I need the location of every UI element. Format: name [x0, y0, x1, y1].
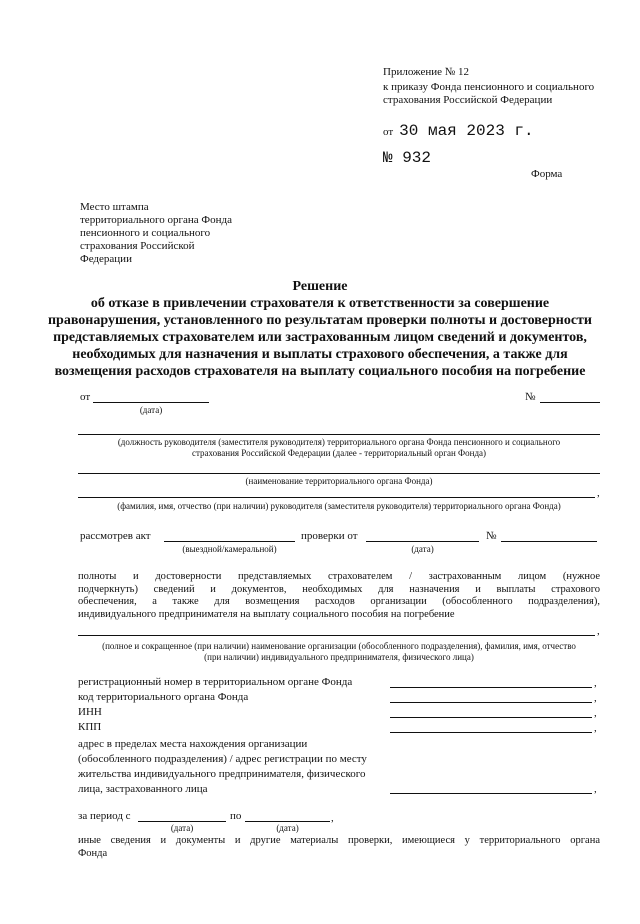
- check-number-field[interactable]: [501, 541, 597, 542]
- stamp-line: Федерации: [80, 253, 132, 265]
- inn-label: ИНН: [78, 706, 102, 718]
- reviewed-act-label: рассмотрев акт: [80, 530, 151, 542]
- address-label: [78, 737, 367, 797]
- comma: ,: [594, 783, 597, 795]
- comma: ,: [594, 677, 597, 689]
- caption-line: (должность руководителя (заместителя руководителя) территориального органа Фонда пенсионного и социального: [117, 437, 561, 447]
- paragraph-line: подчеркнуть) сведений и документов, необходимых для назначения и выплаты страхового: [78, 583, 600, 595]
- office-name-caption: (наименование территориального органа Фонда): [245, 476, 433, 486]
- period-to-field[interactable]: [245, 821, 330, 822]
- decision-number-label: №: [525, 391, 536, 403]
- check-number-label: №: [486, 530, 497, 542]
- head-fio-field[interactable]: [78, 497, 595, 498]
- head-position-caption: [78, 437, 600, 459]
- insured-name-field[interactable]: [78, 635, 595, 636]
- period-label: за период с: [78, 810, 131, 822]
- stamp-line: Место штампа: [80, 201, 149, 213]
- comma: ,: [594, 707, 597, 719]
- check-type-caption: (выездной/камеральной): [182, 544, 277, 554]
- comma: ,: [594, 722, 597, 734]
- comma: ,: [597, 625, 600, 637]
- appendix-line-3: страхования Российской Федерации: [383, 94, 553, 106]
- check-type-field[interactable]: [164, 541, 295, 542]
- decision-date-caption: (дата): [139, 405, 163, 415]
- order-number: № 932: [383, 149, 432, 167]
- comma: ,: [331, 812, 334, 824]
- reg-number-field[interactable]: [390, 687, 592, 688]
- title-line: правонарушения, установленного по результатам проверки полноты и достоверности: [47, 313, 593, 328]
- head-fio-caption: (фамилия, имя, отчество (при наличии) руководителя (заместителя руководителя) территориального органа Фонда): [117, 501, 561, 511]
- document-title: [40, 278, 600, 380]
- insured-name-caption: [78, 641, 600, 663]
- other-info-line: Фонда: [78, 847, 108, 859]
- inn-field[interactable]: [390, 717, 592, 718]
- caption-line: (при наличии) индивидуального предпринимателя, физического лица): [204, 652, 474, 662]
- decision-from-label: от: [80, 391, 91, 403]
- office-code-label: код территориального органа Фонда: [78, 691, 249, 703]
- check-date-field[interactable]: [366, 541, 479, 542]
- address-line: (обособленного подразделения) / адрес регистрации по месту: [78, 753, 367, 765]
- stamp-line: страхования Российской: [80, 240, 195, 252]
- order-date-value: 30 мая 2023 г.: [399, 122, 534, 140]
- form-label: Форма: [531, 168, 563, 180]
- title-line: представляемых страхователем или застрахованным лицом сведений и документов,: [53, 330, 587, 345]
- check-date-caption: (дата): [411, 544, 434, 554]
- title-line: возмещения расходов страхователя на выплату социального пособия на погребение: [54, 364, 586, 379]
- office-code-field[interactable]: [390, 702, 592, 703]
- kpp-field[interactable]: [390, 732, 592, 733]
- address-line: лица, застрахованного лица: [78, 783, 208, 795]
- paragraph-line: полноты и достоверности представляемых страхователем / застрахованным лицом (нужное: [78, 571, 600, 582]
- order-date: [383, 122, 534, 140]
- check-from-label: проверки от: [301, 530, 358, 542]
- paragraph-line: индивидуального предпринимателя на выплату социального пособия на погребение: [78, 608, 455, 620]
- title-line: необходимых для назначения и выплаты страхового обеспечения, а также для: [72, 347, 568, 362]
- stamp-line: пенсионного и социального: [80, 227, 211, 239]
- period-to-label: по: [230, 810, 242, 822]
- stamp-line: территориального органа Фонда: [80, 214, 232, 226]
- caption-line: (полное и сокращенное (при наличии) наименование организации (обособленного подразделения), фамилия, имя, отчество: [102, 641, 576, 651]
- decision-date-field[interactable]: [93, 402, 209, 403]
- kpp-label: КПП: [78, 721, 102, 733]
- decision-number-field[interactable]: [540, 402, 600, 403]
- period-from-caption: (дата): [170, 823, 194, 833]
- office-name-field[interactable]: [78, 473, 600, 474]
- reg-number-label: регистрационный номер в территориальном органе Фонда: [78, 676, 353, 688]
- title-heading: Решение: [292, 279, 348, 294]
- address-line: жительства индивидуального предпринимателя, физического: [78, 768, 366, 780]
- order-date-prefix: от: [383, 126, 394, 138]
- stamp-place: [80, 201, 260, 266]
- title-line: об отказе в привлечении страхователя к ответственности за совершение: [90, 296, 550, 311]
- other-info: [78, 835, 600, 860]
- appendix-line-2: к приказу Фонда пенсионного и социального: [383, 81, 595, 93]
- appendix-line-1: Приложение № 12: [383, 66, 470, 78]
- body-paragraph: [78, 571, 600, 621]
- paragraph-line: обеспечения, а также для возмещения расходов организации (обособленного подразделения),: [78, 596, 600, 607]
- address-line: адрес в пределах места нахождения организации: [78, 738, 308, 750]
- comma: ,: [597, 487, 600, 499]
- comma: ,: [594, 692, 597, 704]
- period-to-caption: (дата): [276, 823, 299, 833]
- period-from-field[interactable]: [138, 821, 226, 822]
- address-field[interactable]: [390, 793, 592, 794]
- head-position-field[interactable]: [78, 434, 600, 435]
- caption-line: страхования Российской Федерации (далее - территориальный орган Фонда): [191, 448, 487, 458]
- other-info-line: иные сведения и документы и другие материалы проверки, имеющиеся у территориального органа: [78, 835, 600, 846]
